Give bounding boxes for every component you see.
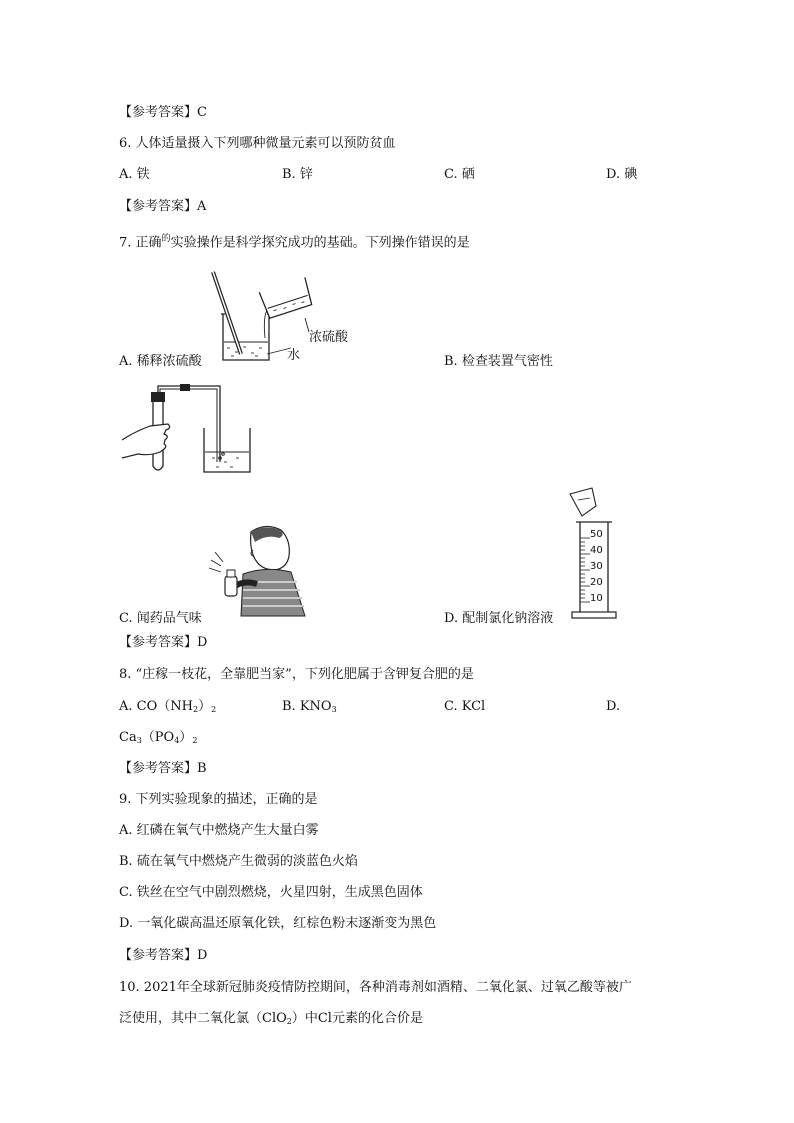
answer-value: D bbox=[197, 948, 208, 963]
q7-option-b: B. 检查装置气密性 bbox=[444, 354, 553, 369]
q6-option-d: D. 碘 bbox=[606, 167, 638, 182]
formula-subscript: 3 bbox=[136, 736, 142, 745]
stem-part: ）中Cl元素的化合价是 bbox=[291, 1011, 423, 1026]
answer-label: 【参考答案】 bbox=[119, 635, 198, 650]
answer-value: C bbox=[197, 105, 207, 120]
formula-subscript: 4 bbox=[174, 736, 180, 745]
answer-label: 【参考答案】 bbox=[119, 761, 198, 776]
question-10-stem-line1: 10. 2021年全球新冠肺炎疫情防控期间，各种消毒剂如酒精、二氧化氯、过氧乙酸等被广 bbox=[119, 980, 632, 995]
question-10-stem-line2 bbox=[119, 1010, 423, 1031]
q7-option-c: C. 闻药品气味 bbox=[119, 611, 202, 626]
answer-label: 【参考答案】 bbox=[119, 199, 198, 214]
formula-subscript: 2 bbox=[211, 705, 217, 714]
formula-subscript: 2 bbox=[286, 1017, 292, 1026]
answer-line-q5 bbox=[119, 104, 207, 122]
question-6-stem: 6. 人体适量摄入下列哪种微量元素可以预防贫血 bbox=[119, 136, 396, 151]
stem-superscript: 的 bbox=[161, 234, 171, 244]
q6-option-b: B. 锌 bbox=[282, 167, 313, 182]
answer-value: A bbox=[197, 199, 207, 214]
tick-label-20: 20 bbox=[590, 577, 603, 588]
q6-option-c: C. 硒 bbox=[444, 167, 475, 182]
q8-option-a bbox=[119, 698, 216, 719]
figure-c-smelling bbox=[205, 522, 315, 617]
q9-option-a: A. 红磷在氧气中燃烧产生大量白雾 bbox=[119, 823, 319, 838]
answer-label: 【参考答案】 bbox=[119, 948, 198, 963]
formula-subscript: 2 bbox=[192, 705, 199, 714]
child-smelling-illustration bbox=[205, 522, 315, 617]
q8-option-d: D. bbox=[606, 699, 621, 714]
answer-label: 【参考答案】 bbox=[119, 105, 198, 120]
answer-value: B bbox=[197, 761, 207, 776]
figure-d-cylinder bbox=[566, 486, 626, 621]
q8-option-c: C. KCl bbox=[444, 699, 486, 714]
q8-option-b bbox=[282, 698, 337, 719]
label-conc-sulfuric-acid: 浓硫酸 bbox=[309, 330, 349, 345]
stem-part: 泛使用，其中二氧化氯（ClO bbox=[119, 1011, 287, 1026]
answer-value: D bbox=[197, 635, 208, 650]
tick-label-10: 10 bbox=[590, 593, 603, 604]
tick-label-40: 40 bbox=[590, 545, 603, 556]
answer-line-q8 bbox=[119, 760, 207, 778]
formula-part: ） bbox=[179, 730, 193, 745]
test-tube-hand-illustration bbox=[120, 384, 270, 479]
formula-subscript: 3 bbox=[331, 705, 337, 714]
tick-label-30: 30 bbox=[590, 561, 603, 572]
formula-part: B. KNO bbox=[282, 699, 332, 714]
formula-part: Ca bbox=[119, 730, 137, 745]
q9-option-d: D. 一氧化碳高温还原氧化铁，红棕色粉末逐渐变为黑色 bbox=[119, 916, 437, 931]
formula-subscript: 2 bbox=[192, 736, 198, 745]
stem-part: 实验操作是科学探究成功的基础。下列操作错误的是 bbox=[170, 235, 470, 251]
formula-part: （PO bbox=[141, 730, 175, 745]
q6-option-a: A. 铁 bbox=[119, 167, 150, 182]
formula-part: A. CO（NH bbox=[119, 699, 193, 714]
q7-option-d: D. 配制氯化钠溶液 bbox=[444, 611, 554, 626]
figure-b-airtightness bbox=[120, 384, 270, 479]
beaker-pour-illustration bbox=[205, 270, 355, 365]
label-water: 水 bbox=[287, 348, 301, 363]
stem-part: 7. 正确 bbox=[119, 235, 162, 251]
question-8-stem: 8. “庄稼一枝花，全靠肥当家”，下列化肥属于含钾复合肥的是 bbox=[119, 667, 474, 682]
q7-option-a: A. 稀释浓硫酸 bbox=[119, 354, 202, 369]
tick-label-50: 50 bbox=[590, 529, 603, 540]
q9-option-b: B. 硫在氧气中燃烧产生微弱的淡蓝色火焰 bbox=[119, 854, 358, 869]
answer-line-q6 bbox=[119, 198, 206, 216]
question-7-stem bbox=[119, 230, 470, 252]
question-9-stem: 9. 下列实验现象的描述，正确的是 bbox=[119, 792, 318, 807]
answer-line-q9 bbox=[119, 947, 207, 965]
answer-line-q7 bbox=[119, 634, 207, 652]
q8-option-d-formula bbox=[119, 729, 197, 750]
q9-option-c: C. 铁丝在空气中剧烈燃烧，火星四射，生成黑色固体 bbox=[119, 885, 423, 900]
formula-part: ） bbox=[198, 699, 212, 714]
figure-a-dilution bbox=[205, 270, 355, 365]
